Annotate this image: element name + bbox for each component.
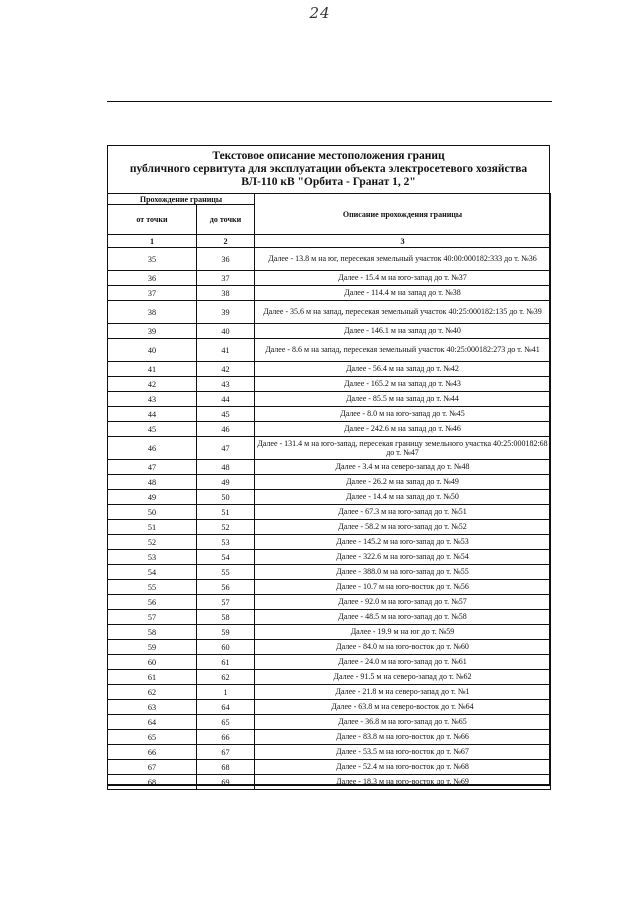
table-row <box>108 475 551 490</box>
segment-description: Далее - 84.0 м на юго-восток до т. №60 <box>255 640 551 655</box>
table-row <box>108 775 551 790</box>
segment-description: Далее - 26.2 м на запад до т. №49 <box>255 475 551 490</box>
table-row <box>108 520 551 535</box>
segment-description: Далее - 52.4 м на юго-восток до т. №68 <box>255 760 551 775</box>
table-row <box>108 745 551 760</box>
table-row <box>108 377 551 392</box>
segment-description: Далее - 18.3 м на юго-восток до т. №69 <box>255 775 551 790</box>
column-number-3: 3 <box>255 235 551 248</box>
from-point: 50 <box>108 505 197 520</box>
table-row <box>108 248 551 271</box>
table-row <box>108 362 551 377</box>
to-point: 61 <box>197 655 255 670</box>
to-point: 39 <box>197 301 255 324</box>
from-point: 45 <box>108 422 197 437</box>
table-row <box>108 550 551 565</box>
from-point: 57 <box>108 610 197 625</box>
table-row <box>108 700 551 715</box>
from-point: 49 <box>108 490 197 505</box>
table-row <box>108 535 551 550</box>
to-point: 51 <box>197 505 255 520</box>
segment-description: Далее - 8.0 м на юго-запад до т. №45 <box>255 407 551 422</box>
to-point: 41 <box>197 339 255 362</box>
from-point: 55 <box>108 580 197 595</box>
from-point: 56 <box>108 595 197 610</box>
from-point: 47 <box>108 460 197 475</box>
segment-description: Далее - 15.4 м на юго-запад до т. №37 <box>255 271 551 286</box>
to-point: 62 <box>197 670 255 685</box>
to-point: 53 <box>197 535 255 550</box>
table-row <box>108 670 551 685</box>
segment-description: Далее - 322.6 м на юго-запад до т. №54 <box>255 550 551 565</box>
from-point: 37 <box>108 286 197 301</box>
to-point: 68 <box>197 760 255 775</box>
from-point: 43 <box>108 392 197 407</box>
to-point: 65 <box>197 715 255 730</box>
from-point: 61 <box>108 670 197 685</box>
from-point: 51 <box>108 520 197 535</box>
table-row <box>108 625 551 640</box>
to-point: 66 <box>197 730 255 745</box>
to-point: 57 <box>197 595 255 610</box>
from-point: 35 <box>108 248 197 271</box>
table-row <box>108 490 551 505</box>
segment-description: Далее - 48.5 м на юго-запад до т. №58 <box>255 610 551 625</box>
to-point: 60 <box>197 640 255 655</box>
from-point: 66 <box>108 745 197 760</box>
from-point: 68 <box>108 775 197 790</box>
to-point: 37 <box>197 271 255 286</box>
from-point: 36 <box>108 271 197 286</box>
segment-description: Далее - 13.8 м на юг, пересекая земельный участок 40:00:000182:333 до т. №36 <box>255 248 551 271</box>
table-row <box>108 301 551 324</box>
segment-description: Далее - 131.4 м на юго-запад, пересекая границу земельного участка 40:25:000182:68 до т. №47 <box>255 437 551 460</box>
table-row <box>108 640 551 655</box>
from-point: 53 <box>108 550 197 565</box>
to-point: 45 <box>197 407 255 422</box>
title-line-3: ВЛ-110 кВ "Орбита - Гранат 1, 2" <box>241 176 416 188</box>
segment-description: Далее - 10.7 м на юго-восток до т. №56 <box>255 580 551 595</box>
to-point: 42 <box>197 362 255 377</box>
segment-description: Далее - 58.2 м на юго-запад до т. №52 <box>255 520 551 535</box>
from-point: 41 <box>108 362 197 377</box>
from-point: 58 <box>108 625 197 640</box>
table-row <box>108 460 551 475</box>
header-boundary-passage: Прохождение границы <box>108 194 255 205</box>
to-point: 50 <box>197 490 255 505</box>
table-row <box>108 685 551 700</box>
column-number-2: 2 <box>197 235 255 248</box>
table-row <box>108 565 551 580</box>
table-row <box>108 392 551 407</box>
table-row <box>108 730 551 745</box>
header-to-point: до точки <box>197 205 255 235</box>
title-line-2: публичного сервитута для эксплуатации объекта электросетевого хозяйства <box>129 163 528 175</box>
to-point: 54 <box>197 550 255 565</box>
segment-description: Далее - 165.2 м на запад до т. №43 <box>255 377 551 392</box>
table-row <box>108 339 551 362</box>
to-point: 58 <box>197 610 255 625</box>
to-point: 64 <box>197 700 255 715</box>
from-point: 44 <box>108 407 197 422</box>
segment-description: Далее - 19.9 м на юг до т. №59 <box>255 625 551 640</box>
table-row <box>108 715 551 730</box>
to-point: 56 <box>197 580 255 595</box>
from-point: 52 <box>108 535 197 550</box>
table-row <box>108 655 551 670</box>
table-row <box>108 422 551 437</box>
from-point: 63 <box>108 700 197 715</box>
to-point: 40 <box>197 324 255 339</box>
segment-description: Далее - 146.1 м на запад до т. №40 <box>255 324 551 339</box>
header-description: Описание прохождения границы <box>255 194 551 235</box>
segment-description: Далее - 24.0 м на юго-запад до т. №61 <box>255 655 551 670</box>
to-point: 48 <box>197 460 255 475</box>
table-row <box>108 286 551 301</box>
segment-description: Далее - 67.3 м на юго-запад до т. №51 <box>255 505 551 520</box>
segment-description: Далее - 145.2 м на юго-запад до т. №53 <box>255 535 551 550</box>
table-row <box>108 505 551 520</box>
header-from-point: от точки <box>108 205 197 235</box>
to-point: 38 <box>197 286 255 301</box>
table-row <box>108 437 551 460</box>
to-point: 36 <box>197 248 255 271</box>
table-row <box>108 271 551 286</box>
column-number-1: 1 <box>108 235 197 248</box>
segment-description: Далее - 114.4 м на запад до т. №38 <box>255 286 551 301</box>
to-point: 43 <box>197 377 255 392</box>
from-point: 46 <box>108 437 197 460</box>
segment-description: Далее - 63.8 м на северо-восток до т. №64 <box>255 700 551 715</box>
from-point: 59 <box>108 640 197 655</box>
to-point: 52 <box>197 520 255 535</box>
table-row <box>108 760 551 775</box>
table-row <box>108 407 551 422</box>
to-point: 46 <box>197 422 255 437</box>
header-divider <box>107 101 552 102</box>
segment-description: Далее - 53.5 м на юго-восток до т. №67 <box>255 745 551 760</box>
to-point: 69 <box>197 775 255 790</box>
from-point: 54 <box>108 565 197 580</box>
from-point: 65 <box>108 730 197 745</box>
to-point: 47 <box>197 437 255 460</box>
from-point: 40 <box>108 339 197 362</box>
from-point: 62 <box>108 685 197 700</box>
table-row <box>108 580 551 595</box>
segment-description: Далее - 242.6 м на запад до т. №46 <box>255 422 551 437</box>
from-point: 60 <box>108 655 197 670</box>
from-point: 38 <box>108 301 197 324</box>
segment-description: Далее - 56.4 м на запад до т. №42 <box>255 362 551 377</box>
document-title <box>108 150 549 189</box>
table-row <box>108 324 551 339</box>
from-point: 64 <box>108 715 197 730</box>
boundary-table <box>107 193 551 790</box>
to-point: 44 <box>197 392 255 407</box>
to-point: 59 <box>197 625 255 640</box>
segment-description: Далее - 388.0 м на юго-запад до т. №55 <box>255 565 551 580</box>
segment-description: Далее - 83.8 м на юго-восток до т. №66 <box>255 730 551 745</box>
to-point: 1 <box>197 685 255 700</box>
to-point: 55 <box>197 565 255 580</box>
segment-description: Далее - 91.5 м на северо-запад до т. №62 <box>255 670 551 685</box>
segment-description: Далее - 36.8 м на юго-запад до т. №65 <box>255 715 551 730</box>
from-point: 42 <box>108 377 197 392</box>
segment-description: Далее - 85.5 м на запад до т. №44 <box>255 392 551 407</box>
segment-description: Далее - 35.6 м на запад, пересекая земельный участок 40:25:000182:135 до т. №39 <box>255 301 551 324</box>
from-point: 39 <box>108 324 197 339</box>
segment-description: Далее - 8.6 м на запад, пересекая земельный участок 40:25:000182:273 до т. №41 <box>255 339 551 362</box>
title-line-1: Текстовое описание местоположения границ <box>212 150 445 162</box>
table-row <box>108 595 551 610</box>
page-number: 24 <box>309 4 331 22</box>
segment-description: Далее - 21.8 м на северо-запад до т. №1 <box>255 685 551 700</box>
segment-description: Далее - 92.0 м на юго-запад до т. №57 <box>255 595 551 610</box>
to-point: 49 <box>197 475 255 490</box>
to-point: 67 <box>197 745 255 760</box>
segment-description: Далее - 14.4 м на запад до т. №50 <box>255 490 551 505</box>
segment-description: Далее - 3.4 м на северо-запад до т. №48 <box>255 460 551 475</box>
from-point: 48 <box>108 475 197 490</box>
from-point: 67 <box>108 760 197 775</box>
table-row <box>108 610 551 625</box>
